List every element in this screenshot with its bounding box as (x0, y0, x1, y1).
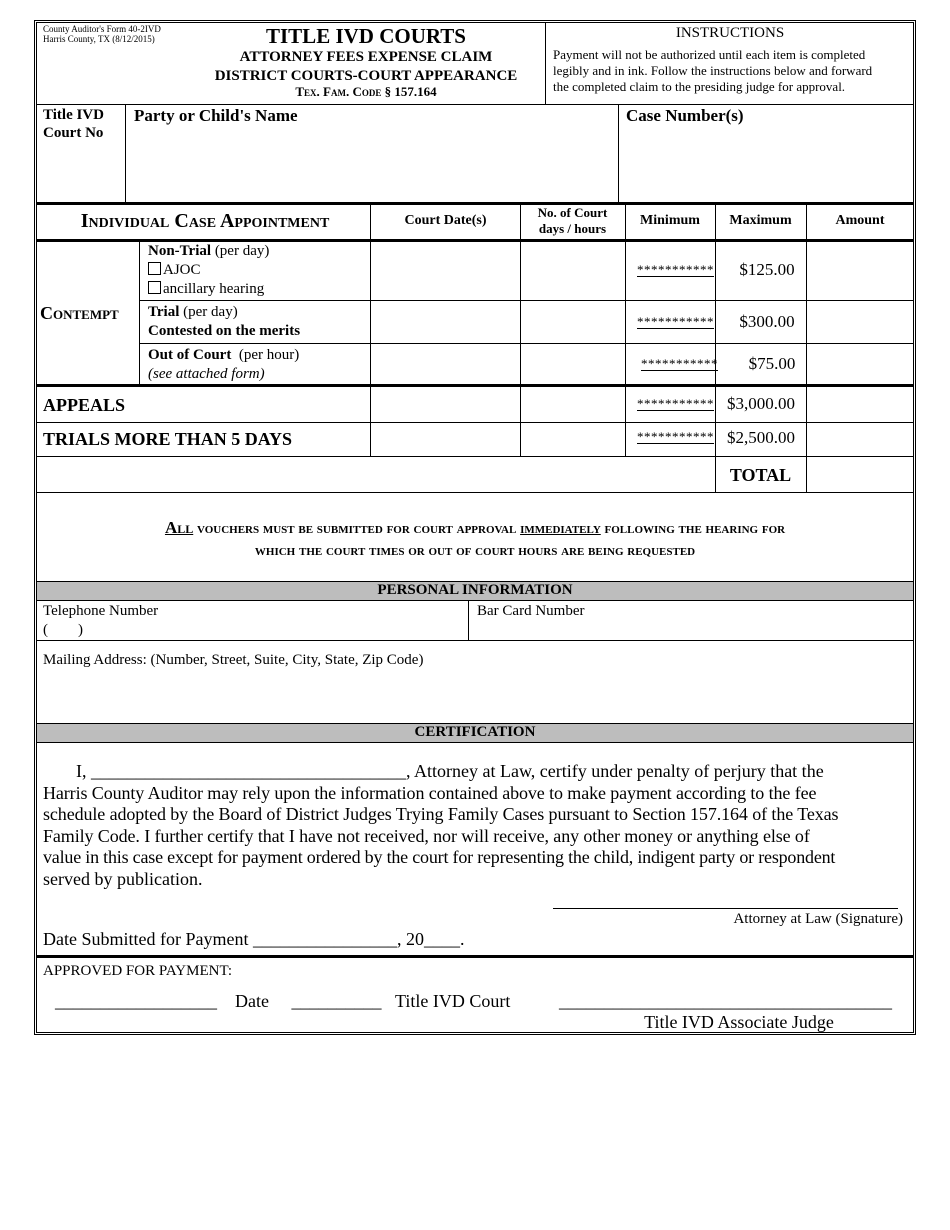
certification-line-6: served by publication. (43, 868, 203, 889)
date-submitted[interactable]: Date Submitted for Payment ________________, 20____. (43, 929, 465, 949)
court-no-label-line-2: Court No (43, 125, 104, 141)
divider (139, 300, 914, 301)
certification-line-3: schedule adopted by the Board of District Judges Trying Family Cases pursuant to Section 157.164 of the Texas (43, 804, 839, 824)
trial-unit: (per day) (183, 304, 238, 320)
court-no-label-line-1: Title IVD (43, 107, 104, 123)
approval-row (55, 990, 510, 1012)
divider (36, 640, 914, 641)
col-maximum: Maximum (729, 213, 792, 228)
signature-label: Attorney at Law (Signature) (733, 911, 903, 927)
approval-court-label: Title IVD Court (394, 991, 511, 1011)
telephone-label: Telephone Number (43, 603, 159, 619)
out-of-court-unit: (per hour) (238, 347, 300, 363)
notice-immediately-word: immediately (520, 521, 601, 537)
non-trial-unit: (per day) (214, 243, 270, 259)
bar-card-label[interactable]: Bar Card Number (477, 603, 585, 619)
max-trials: $2,500.00 (727, 428, 795, 447)
court-no-label (43, 106, 104, 142)
individual-case-appointment-heading: Individual Case Appointment (80, 210, 330, 232)
col-no-court-line-2: days / hours (538, 221, 607, 236)
approval-date-label: Date (235, 991, 269, 1011)
appeals-label: APPEALS (43, 395, 126, 415)
divider (618, 104, 619, 202)
approval-court-line[interactable]: __________ (291, 991, 382, 1011)
case-number-label[interactable]: Case Number(s) (626, 106, 744, 125)
min-appeals: *********** (637, 396, 714, 411)
min-trial: *********** (637, 314, 714, 329)
divider (36, 422, 914, 423)
personal-information-heading: PERSONAL INFORMATION (37, 581, 913, 601)
divider (370, 204, 371, 456)
total-label: TOTAL (729, 465, 792, 485)
min-out-of-court: *********** (641, 356, 718, 371)
divider (36, 456, 914, 457)
statute-reference: Tex. Fam. Code § 157.164 (295, 84, 437, 99)
ancillary-option[interactable] (148, 280, 269, 299)
max-out-of-court: $75.00 (748, 354, 796, 373)
max-non-trial: $125.00 (739, 260, 795, 279)
instructions-heading: INSTRUCTIONS (675, 25, 785, 41)
instructions-line-1: Payment will not be authorized until each item is completed (553, 47, 866, 62)
divider (36, 492, 914, 493)
divider (139, 343, 914, 344)
ancillary-checkbox[interactable] (148, 281, 161, 294)
col-no-court-line-1: No. of Court (537, 205, 608, 220)
form-subtitle-1: ATTORNEY FEES EXPENSE CLAIM (239, 49, 493, 65)
divider (715, 204, 716, 492)
trial-label: Trial (148, 304, 180, 320)
certification-text (43, 761, 899, 890)
divider (36, 202, 914, 205)
contempt-label: Contempt (40, 303, 119, 323)
notice-part-2: following the hearing for (600, 521, 786, 537)
ajoc-option[interactable] (148, 261, 269, 280)
col-no-court (520, 205, 625, 237)
telephone-field[interactable]: ( ) (43, 622, 83, 638)
approval-date-line[interactable]: __________________ (55, 991, 217, 1011)
mailing-address-label[interactable]: Mailing Address: (Number, Street, Suite, City, State, Zip Code) (43, 652, 424, 668)
approved-for-payment-label: APPROVED FOR PAYMENT: (43, 963, 233, 979)
notice-part-1: vouchers must be submitted for court approval (193, 521, 521, 537)
certification-line-1[interactable]: I, ___________________________________, Attorney at Law, certify under penalty of perjury that the (76, 761, 824, 781)
instructions-line-3: the completed claim to the presiding judge for approval. (553, 79, 846, 94)
party-name-label[interactable]: Party or Child's Name (134, 106, 298, 125)
min-non-trial: *********** (637, 262, 714, 277)
instructions-text (553, 47, 909, 95)
divider (139, 241, 140, 385)
out-of-court-cell (148, 346, 299, 384)
notice-all-word: All (164, 518, 194, 537)
divider (36, 955, 914, 958)
divider (625, 204, 626, 456)
instructions-line-2: legibly and in ink. Follow the instructions below and forward (553, 63, 873, 78)
voucher-notice-line-1 (37, 517, 913, 540)
form-number: County Auditor's Form 40-2IVD (43, 24, 161, 34)
non-trial-cell (148, 242, 269, 299)
out-of-court-sub-label: (see attached form) (148, 366, 265, 382)
divider (125, 104, 126, 202)
col-minimum: Minimum (640, 213, 700, 228)
divider (520, 204, 521, 456)
form-subtitle-2: DISTRICT COURTS-COURT APPEARANCE (214, 68, 518, 84)
certification-line-2: Harris County Auditor may rely upon the information contained above to make payment according to the fee (43, 782, 817, 803)
max-appeals: $3,000.00 (727, 394, 795, 413)
voucher-notice-line-2: which the court times or out of court hours are being requested (254, 543, 696, 559)
certification-heading: CERTIFICATION (37, 723, 913, 743)
max-trial: $300.00 (739, 312, 795, 331)
divider (468, 601, 469, 640)
certification-line-5: value in this case except for payment ordered by the court for representing the child, indigent party or respondent (43, 847, 836, 867)
trial-sub-label: Contested on the merits (148, 323, 301, 339)
out-of-court-label: Out of Court (148, 347, 232, 363)
ancillary-label: ancillary hearing (163, 281, 265, 297)
form-title: TITLE IVD COURTS (266, 24, 466, 48)
trial-cell (148, 303, 300, 341)
ajoc-label: AJOC (163, 262, 201, 278)
trials-more-than-5-days-label: TRIALS MORE THAN 5 DAYS (43, 429, 293, 449)
ajoc-checkbox[interactable] (148, 262, 161, 275)
non-trial-label: Non-Trial (148, 243, 212, 259)
divider (806, 204, 807, 492)
judge-signature-line[interactable]: _____________________________________ (559, 991, 892, 1011)
col-court-dates: Court Date(s) (404, 213, 487, 228)
county-line: Harris County, TX (8/12/2015) (43, 34, 155, 44)
judge-label: Title IVD Associate Judge (644, 1012, 834, 1032)
min-trials: *********** (637, 429, 714, 444)
divider (36, 104, 914, 105)
col-amount: Amount (835, 213, 885, 228)
signature-line[interactable] (553, 908, 898, 909)
voucher-notice (37, 517, 913, 562)
divider (36, 384, 914, 387)
certification-line-4: Family Code. I further certify that I have not received, nor will receive, any other money or anything else of (43, 825, 810, 846)
